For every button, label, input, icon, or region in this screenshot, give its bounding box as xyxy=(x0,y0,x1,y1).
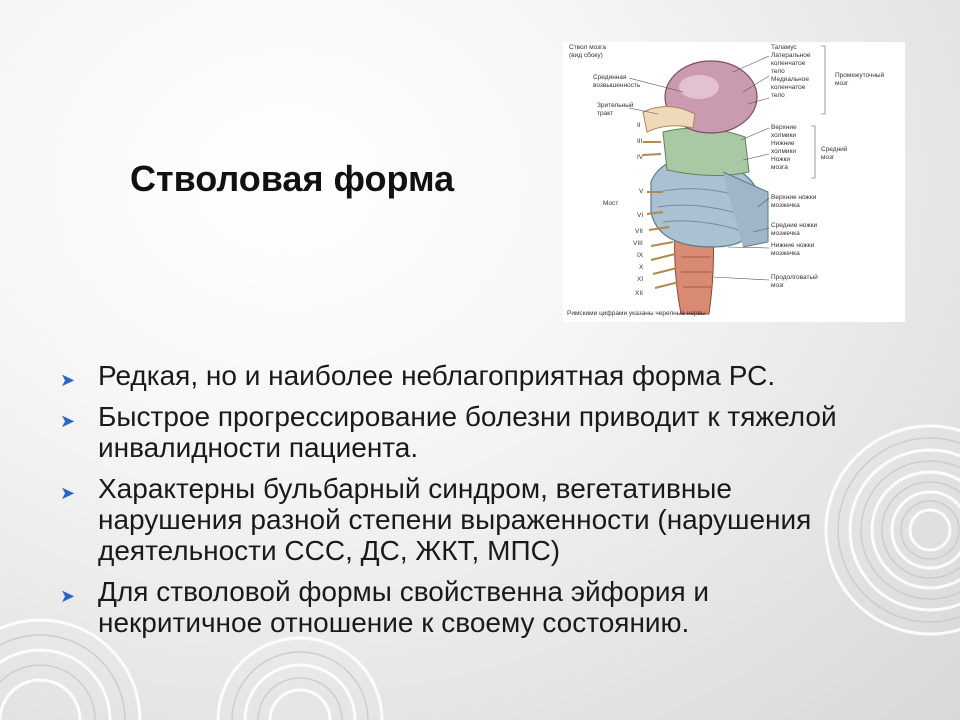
bullet-text: Быстрое прогрессирование болезни приводит к тяжелой инвалидности пациента. xyxy=(98,401,837,463)
arrow-bullet-icon: ➤ xyxy=(60,411,76,431)
figure-label-midbrain-group: Верхние холмики Нижние холмики Ножки мозга xyxy=(771,124,797,171)
figure-label-medulla: Продолговатый мозг xyxy=(771,274,818,289)
figure-label-optic-tract: Зрительный тракт xyxy=(597,102,634,117)
figure-caption-bottom: Римскими цифрами указаны черепные нервы xyxy=(567,310,706,317)
figure-numeral: XI xyxy=(637,276,644,283)
figure-numeral: VI xyxy=(637,212,644,219)
figure-numeral: IV xyxy=(637,154,644,161)
arrow-bullet-icon: ➤ xyxy=(60,483,76,503)
figure-group-midbrain: Средний мозг xyxy=(821,146,848,161)
bullet-list xyxy=(60,360,880,648)
figure-label-median-eminence: Срединная возвышенность xyxy=(593,74,641,89)
figure-label-middle-peduncles: Средние ножки мозжечка xyxy=(771,222,818,237)
figure-group-diencephalon: Промежуточный мозг xyxy=(835,72,885,87)
figure-label-pons: Мост xyxy=(603,200,619,207)
bullet-text: Характерны бульбарный синдром, вегетативные нарушения разной степени выраженности (нарушения деятельности ССС, ДС, ЖКТ, МПС) xyxy=(98,473,812,566)
figure-numeral: IX xyxy=(637,252,644,259)
bullet-item xyxy=(60,473,880,566)
arrow-bullet-icon: ➤ xyxy=(60,370,76,390)
figure-numeral: X xyxy=(639,264,644,271)
slide-title: Стволовая форма xyxy=(130,158,455,199)
figure-caption-top: Ствол мозга (вид сбоку) xyxy=(569,44,606,59)
bullet-item xyxy=(60,360,880,391)
bullet-text: Для стволовой формы свойственна эйфория и некритичное отношение к своему состоянию. xyxy=(98,576,710,638)
figure-label-thalamus-group: Таламус Латеральное коленчатое тело Медиальное коленчатое тело xyxy=(771,44,811,99)
figure-numeral: VIII xyxy=(633,240,643,247)
bullet-item xyxy=(60,576,880,638)
figure-numeral: V xyxy=(639,188,644,195)
figure-label-inferior-peduncles: Нижние ножки мозжечка xyxy=(771,242,815,257)
figure-numeral: II xyxy=(637,122,641,129)
figure-label-superior-peduncles: Верхние ножки мозжечка xyxy=(771,194,817,209)
arrow-bullet-icon: ➤ xyxy=(60,586,76,606)
figure-numeral: VII xyxy=(635,228,643,235)
figure-numeral: XII xyxy=(635,290,643,297)
bullet-text: Редкая, но и наиболее неблагоприятная форма РС. xyxy=(98,360,776,391)
brainstem-figure xyxy=(563,42,905,322)
bullet-item xyxy=(60,401,880,463)
figure-numeral: III xyxy=(637,138,643,145)
